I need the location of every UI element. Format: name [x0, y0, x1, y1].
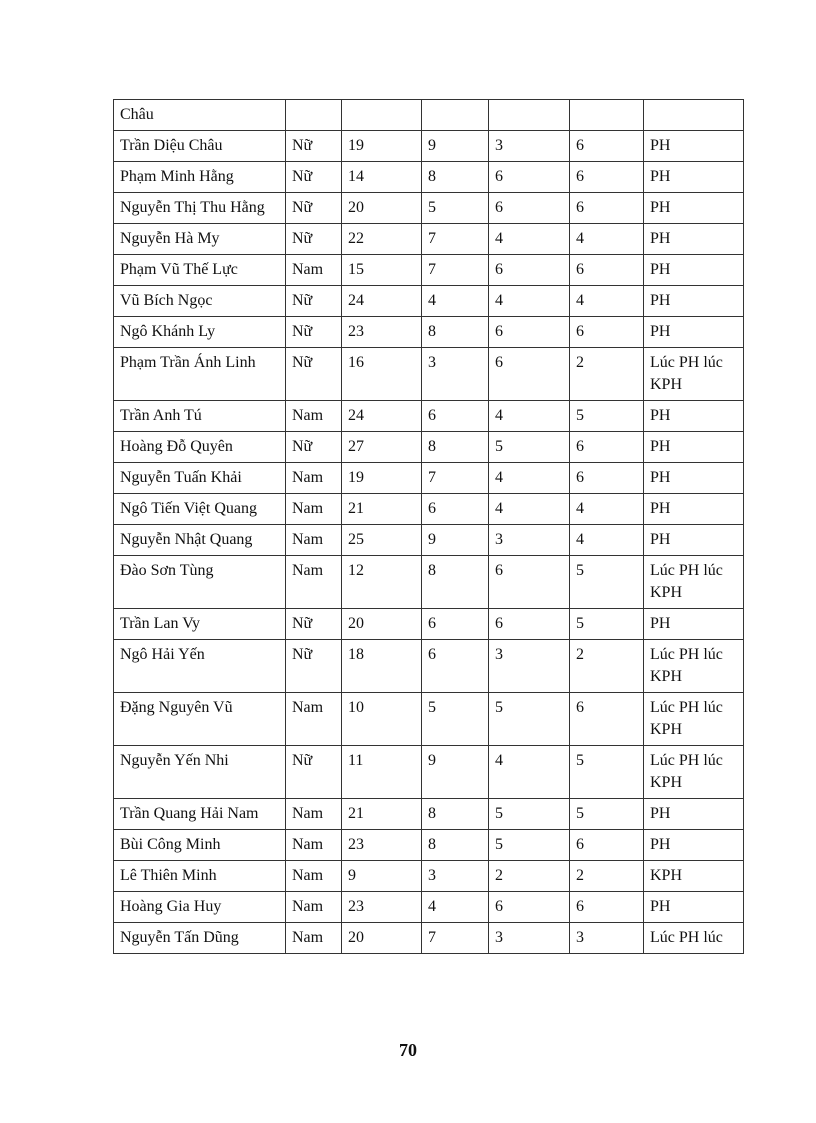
cell-score-1: 24	[342, 401, 422, 432]
cell-gender	[286, 100, 342, 131]
table-row	[114, 861, 744, 892]
cell-score-4: 4	[570, 525, 644, 556]
table-row	[114, 317, 744, 348]
cell-name: Nguyễn Thị Thu Hằng	[114, 193, 286, 224]
cell-score-4: 5	[570, 556, 644, 609]
cell-gender: Nữ	[286, 317, 342, 348]
cell-name: Phạm Vũ Thế Lực	[114, 255, 286, 286]
cell-gender: Nam	[286, 255, 342, 286]
cell-gender: Nam	[286, 401, 342, 432]
cell-result: Lúc PH lúc KPH	[644, 348, 744, 401]
cell-score-1: 21	[342, 494, 422, 525]
cell-score-2: 6	[422, 640, 489, 693]
cell-score-3: 6	[489, 317, 570, 348]
cell-result: PH	[644, 494, 744, 525]
table-row	[114, 463, 744, 494]
cell-result: PH	[644, 892, 744, 923]
cell-result	[644, 100, 744, 131]
table-row	[114, 799, 744, 830]
page-number: 70	[399, 1040, 417, 1060]
table-row	[114, 131, 744, 162]
cell-score-4: 6	[570, 317, 644, 348]
cell-score-3: 6	[489, 892, 570, 923]
cell-name: Ngô Khánh Ly	[114, 317, 286, 348]
cell-score-2: 8	[422, 432, 489, 463]
cell-score-4: 6	[570, 892, 644, 923]
cell-name: Nguyễn Hà My	[114, 224, 286, 255]
cell-score-4: 5	[570, 746, 644, 799]
cell-name: Nguyễn Tuấn Khải	[114, 463, 286, 494]
cell-gender: Nữ	[286, 131, 342, 162]
cell-result: KPH	[644, 861, 744, 892]
cell-gender: Nữ	[286, 193, 342, 224]
table-row	[114, 494, 744, 525]
cell-score-2: 4	[422, 892, 489, 923]
cell-result: PH	[644, 432, 744, 463]
cell-gender: Nam	[286, 693, 342, 746]
cell-result: Lúc PH lúc	[644, 923, 744, 954]
table-row	[114, 255, 744, 286]
cell-score-4: 5	[570, 609, 644, 640]
cell-result: Lúc PH lúc KPH	[644, 556, 744, 609]
cell-score-1: 18	[342, 640, 422, 693]
cell-score-3: 4	[489, 401, 570, 432]
cell-score-1: 19	[342, 131, 422, 162]
table-row	[114, 348, 744, 401]
cell-name: Nguyễn Nhật Quang	[114, 525, 286, 556]
cell-score-2: 6	[422, 609, 489, 640]
cell-score-4: 2	[570, 348, 644, 401]
cell-score-2: 9	[422, 525, 489, 556]
cell-score-4: 6	[570, 255, 644, 286]
cell-name: Phạm Minh Hằng	[114, 162, 286, 193]
cell-score-1: 9	[342, 861, 422, 892]
cell-score-2: 7	[422, 923, 489, 954]
cell-result: Lúc PH lúc KPH	[644, 640, 744, 693]
cell-score-3: 6	[489, 193, 570, 224]
cell-result: PH	[644, 401, 744, 432]
table-row	[114, 100, 744, 131]
cell-score-4: 2	[570, 861, 644, 892]
cell-name: Nguyễn Yến Nhi	[114, 746, 286, 799]
cell-name: Nguyễn Tấn Dũng	[114, 923, 286, 954]
table-row	[114, 286, 744, 317]
cell-score-1	[342, 100, 422, 131]
cell-name: Trần Quang Hải Nam	[114, 799, 286, 830]
cell-gender: Nữ	[286, 286, 342, 317]
cell-gender: Nữ	[286, 432, 342, 463]
table-row	[114, 892, 744, 923]
cell-score-4: 6	[570, 131, 644, 162]
cell-score-1: 23	[342, 317, 422, 348]
cell-score-1: 27	[342, 432, 422, 463]
cell-score-2: 7	[422, 463, 489, 494]
cell-score-2: 9	[422, 746, 489, 799]
cell-score-4: 3	[570, 923, 644, 954]
table-row	[114, 556, 744, 609]
student-results-table	[113, 99, 744, 954]
cell-score-3: 4	[489, 746, 570, 799]
cell-score-1: 14	[342, 162, 422, 193]
cell-score-3: 3	[489, 640, 570, 693]
table-row	[114, 609, 744, 640]
cell-score-3: 4	[489, 224, 570, 255]
cell-name: Phạm Trần Ánh Linh	[114, 348, 286, 401]
cell-gender: Nữ	[286, 609, 342, 640]
cell-name: Vũ Bích Ngọc	[114, 286, 286, 317]
cell-score-1: 24	[342, 286, 422, 317]
table-row	[114, 746, 744, 799]
cell-score-1: 22	[342, 224, 422, 255]
table-row	[114, 693, 744, 746]
cell-score-3: 6	[489, 348, 570, 401]
cell-score-3: 6	[489, 556, 570, 609]
cell-score-1: 12	[342, 556, 422, 609]
cell-score-3: 4	[489, 286, 570, 317]
cell-name: Trần Anh Tú	[114, 401, 286, 432]
cell-score-2: 7	[422, 255, 489, 286]
cell-score-1: 11	[342, 746, 422, 799]
cell-score-3: 5	[489, 693, 570, 746]
cell-score-3: 6	[489, 609, 570, 640]
cell-gender: Nam	[286, 861, 342, 892]
cell-score-3: 3	[489, 923, 570, 954]
cell-score-4	[570, 100, 644, 131]
table-row	[114, 401, 744, 432]
cell-gender: Nữ	[286, 746, 342, 799]
cell-name: Ngô Tiến Việt Quang	[114, 494, 286, 525]
table-body	[114, 100, 744, 954]
table-row	[114, 193, 744, 224]
cell-result: PH	[644, 799, 744, 830]
cell-name: Trần Diệu Châu	[114, 131, 286, 162]
table-row	[114, 162, 744, 193]
cell-score-4: 4	[570, 494, 644, 525]
cell-score-4: 6	[570, 193, 644, 224]
cell-gender: Nam	[286, 830, 342, 861]
cell-gender: Nam	[286, 525, 342, 556]
cell-result: Lúc PH lúc KPH	[644, 693, 744, 746]
cell-score-1: 25	[342, 525, 422, 556]
cell-score-3: 2	[489, 861, 570, 892]
cell-score-2: 7	[422, 224, 489, 255]
cell-score-2: 9	[422, 131, 489, 162]
cell-score-1: 20	[342, 923, 422, 954]
cell-name: Hoàng Gia Huy	[114, 892, 286, 923]
cell-gender: Nam	[286, 494, 342, 525]
cell-score-3: 4	[489, 463, 570, 494]
cell-gender: Nam	[286, 799, 342, 830]
cell-score-4: 6	[570, 463, 644, 494]
cell-score-2: 8	[422, 317, 489, 348]
cell-name: Châu	[114, 100, 286, 131]
cell-score-1: 16	[342, 348, 422, 401]
cell-score-4: 6	[570, 693, 644, 746]
cell-gender: Nam	[286, 892, 342, 923]
cell-score-1: 20	[342, 193, 422, 224]
cell-result: PH	[644, 525, 744, 556]
cell-score-4: 2	[570, 640, 644, 693]
table-row	[114, 640, 744, 693]
cell-score-2: 8	[422, 162, 489, 193]
cell-score-4: 6	[570, 830, 644, 861]
cell-result: PH	[644, 609, 744, 640]
cell-name: Lê Thiên Minh	[114, 861, 286, 892]
cell-name: Đặng Nguyên Vũ	[114, 693, 286, 746]
cell-gender: Nữ	[286, 162, 342, 193]
table-row	[114, 224, 744, 255]
cell-score-4: 5	[570, 799, 644, 830]
cell-name: Đào Sơn Tùng	[114, 556, 286, 609]
cell-score-3: 6	[489, 255, 570, 286]
cell-score-2: 6	[422, 494, 489, 525]
cell-score-2: 8	[422, 799, 489, 830]
cell-result: PH	[644, 317, 744, 348]
cell-gender: Nam	[286, 556, 342, 609]
cell-result: PH	[644, 193, 744, 224]
cell-score-4: 4	[570, 224, 644, 255]
cell-score-2: 8	[422, 556, 489, 609]
cell-score-4: 5	[570, 401, 644, 432]
cell-name: Ngô Hải Yến	[114, 640, 286, 693]
cell-result: PH	[644, 830, 744, 861]
cell-score-1: 10	[342, 693, 422, 746]
cell-score-2: 6	[422, 401, 489, 432]
cell-score-4: 6	[570, 432, 644, 463]
cell-score-1: 23	[342, 892, 422, 923]
cell-gender: Nam	[286, 463, 342, 494]
cell-score-3: 5	[489, 799, 570, 830]
cell-score-3: 3	[489, 131, 570, 162]
cell-score-3: 5	[489, 830, 570, 861]
cell-name: Hoàng Đỗ Quyên	[114, 432, 286, 463]
cell-score-2: 3	[422, 861, 489, 892]
table-row	[114, 525, 744, 556]
cell-result: PH	[644, 224, 744, 255]
cell-result: PH	[644, 463, 744, 494]
cell-result: PH	[644, 131, 744, 162]
cell-score-2: 8	[422, 830, 489, 861]
cell-result: PH	[644, 162, 744, 193]
cell-score-4: 6	[570, 162, 644, 193]
cell-score-3: 5	[489, 432, 570, 463]
cell-score-3: 4	[489, 494, 570, 525]
cell-score-3: 6	[489, 162, 570, 193]
table-row	[114, 830, 744, 861]
cell-score-2: 5	[422, 193, 489, 224]
cell-score-1: 15	[342, 255, 422, 286]
cell-score-2: 4	[422, 286, 489, 317]
cell-score-1: 23	[342, 830, 422, 861]
cell-result: Lúc PH lúc KPH	[644, 746, 744, 799]
cell-gender: Nữ	[286, 348, 342, 401]
table-row	[114, 432, 744, 463]
cell-score-2: 5	[422, 693, 489, 746]
cell-gender: Nữ	[286, 224, 342, 255]
cell-score-2	[422, 100, 489, 131]
cell-gender: Nam	[286, 923, 342, 954]
cell-score-2: 3	[422, 348, 489, 401]
cell-result: PH	[644, 286, 744, 317]
cell-result: PH	[644, 255, 744, 286]
table-row	[114, 923, 744, 954]
cell-score-1: 21	[342, 799, 422, 830]
cell-name: Trần Lan Vy	[114, 609, 286, 640]
cell-score-3	[489, 100, 570, 131]
cell-gender: Nữ	[286, 640, 342, 693]
cell-score-1: 20	[342, 609, 422, 640]
cell-name: Bùi Công Minh	[114, 830, 286, 861]
cell-score-1: 19	[342, 463, 422, 494]
cell-score-4: 4	[570, 286, 644, 317]
cell-score-3: 3	[489, 525, 570, 556]
